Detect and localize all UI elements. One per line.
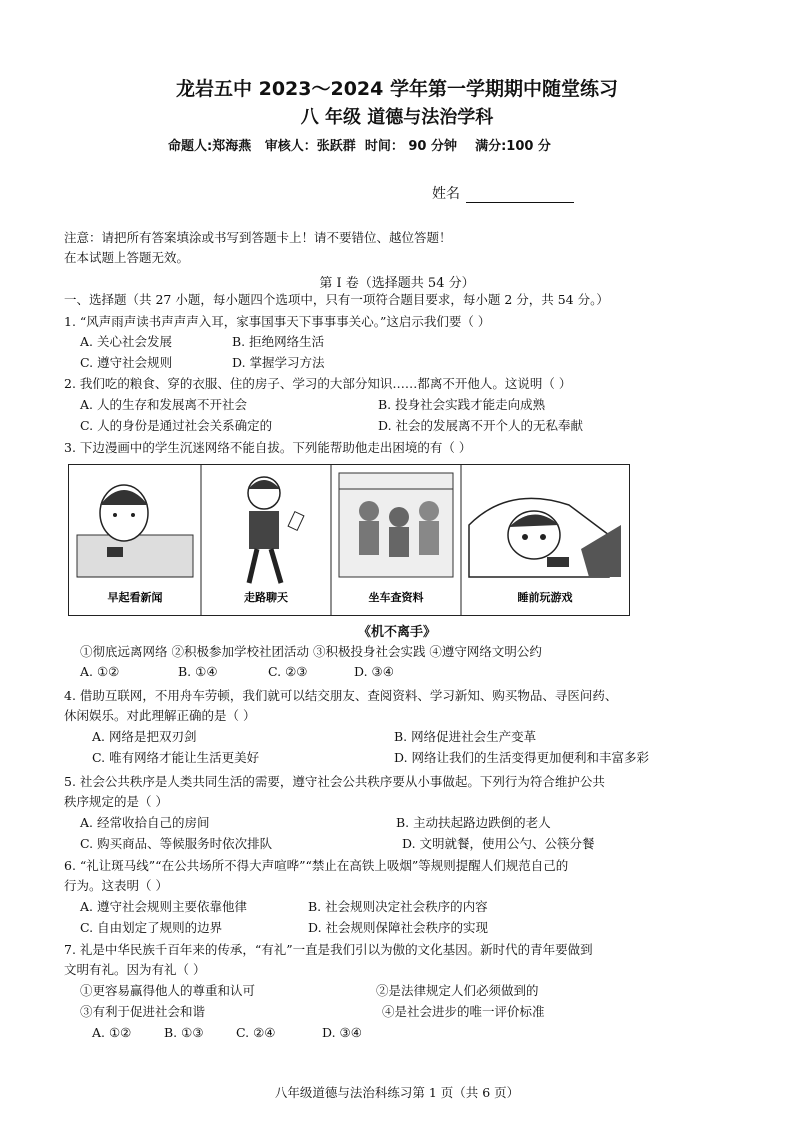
q3-option-c: C. ②③ bbox=[268, 664, 308, 679]
comic-drawing bbox=[69, 465, 629, 615]
q4-option-c: C. 唯有网络才能让生活更美好 bbox=[92, 750, 260, 765]
q6-stem-2: 行为。这表明（ ） bbox=[64, 878, 168, 893]
q1-option-d: D. 掌握学习方法 bbox=[232, 355, 325, 370]
panel-3-label: 坐车查资料 bbox=[368, 591, 424, 604]
q7-option-b: B. ①③ bbox=[164, 1025, 204, 1040]
notice-line-2: 在本试题上答题无效。 bbox=[64, 250, 190, 265]
panel-1-illustration bbox=[77, 485, 193, 577]
panel-3-illustration bbox=[339, 473, 453, 577]
q6-option-a: A. 遵守社会规则主要依靠他律 bbox=[80, 899, 247, 914]
q7-option-c: C. ②④ bbox=[236, 1025, 276, 1040]
q6-stem-1: 6. “礼让斑马线”“在公共场所不得大声喧哗”“禁止在高铁上吸烟”等规则提醒人们规范自己的 bbox=[64, 858, 569, 873]
notice-line-1: 注意：请把所有答案填涂或书写到答题卡上！请不要错位、越位答题！ bbox=[64, 230, 452, 245]
exam-title: 龙岩五中 2023～2024 学年第一学期期中随堂练习 bbox=[176, 78, 618, 100]
q3-stem: 3. 下边漫画中的学生沉迷网络不能自拔。下列能帮助他走出困境的有（ ） bbox=[64, 440, 472, 455]
q4-option-a: A. 网络是把双刃剑 bbox=[92, 729, 197, 744]
q4-option-d: D. 网络让我们的生活变得更加便利和丰富多彩 bbox=[394, 750, 650, 765]
name-blank bbox=[466, 188, 574, 203]
q7-statement-3: ③有利于促进社会和谐 bbox=[80, 1004, 206, 1019]
exam-subtitle: 八 年级 道德与法治学科 bbox=[300, 107, 494, 128]
q3-option-b: B. ①④ bbox=[178, 664, 218, 679]
comic-caption: 《机不离手》 bbox=[357, 625, 436, 640]
q6-option-d: D. 社会规则保障社会秩序的实现 bbox=[308, 920, 489, 935]
q5-option-c: C. 购买商品、等候服务时依次排队 bbox=[80, 836, 273, 851]
panel-1-label: 早起看新闻 bbox=[107, 591, 163, 604]
name-field bbox=[432, 183, 574, 203]
q5-stem-1: 5. 社会公共秩序是人类共同生活的需要，遵守社会公共秩序要从小事做起。下列行为符合维护公共 bbox=[64, 774, 605, 789]
panel-4-illustration bbox=[469, 498, 621, 577]
q5-stem-2: 秩序规定的是（ ） bbox=[64, 794, 168, 809]
q7-statement-1: ①更容易赢得他人的尊重和认可 bbox=[80, 983, 256, 998]
exam-meta: 命题人:郑海燕 审核人：张跃群 时间： 90 分钟 满分:100 分 bbox=[168, 139, 551, 154]
q3-option-a: A. ①② bbox=[80, 664, 120, 679]
q1-option-b: B. 拒绝网络生活 bbox=[232, 334, 325, 349]
q4-option-b: B. 网络促进社会生产变革 bbox=[394, 729, 537, 744]
q2-option-d: D. 社会的发展离不开个人的无私奉献 bbox=[378, 418, 584, 433]
panel-4-label: 睡前玩游戏 bbox=[517, 591, 573, 604]
q1-stem: 1. “风声雨声读书声声声入耳，家事国事天下事事事关心。”这启示我们要（ ） bbox=[64, 314, 491, 329]
q1-option-a: A. 关心社会发展 bbox=[80, 334, 172, 349]
panel-2-label: 走路聊天 bbox=[244, 591, 288, 604]
q5-option-d: D. 文明就餐，使用公勺、公筷分餐 bbox=[402, 836, 595, 851]
q3-statements: ①彻底远离网络 ②积极参加学校社团活动 ③积极投身社会实践 ④遵守网络文明公约 bbox=[80, 644, 542, 659]
q5-option-b: B. 主动扶起路边跌倒的老人 bbox=[396, 815, 551, 830]
q2-option-b: B. 投身社会实践才能走向成熟 bbox=[378, 397, 546, 412]
q7-stem-1: 7. 礼是中华民族千百年来的传承，“有礼”一直是我们引以为傲的文化基因。新时代的青年要做到 bbox=[64, 942, 593, 957]
page-footer: 八年级道德与法治科练习第 1 页（共 6 页） bbox=[274, 1085, 520, 1100]
q7-statement-2: ②是法律规定人们必须做到的 bbox=[376, 983, 539, 998]
q7-stem-2: 文明有礼。因为有礼（ ） bbox=[64, 962, 206, 977]
comic-strip bbox=[68, 464, 630, 616]
q6-option-c: C. 自由划定了规则的边界 bbox=[80, 920, 223, 935]
panel-2-illustration bbox=[248, 477, 304, 583]
instructions: 一、选择题（共 27 小题，每小题四个选项中，只有一项符合题目要求，每小题 2 分，共 54 分。） bbox=[64, 292, 609, 307]
q2-stem: 2. 我们吃的粮食、穿的衣服、住的房子、学习的大部分知识……都离不开他人。这说明（ ） bbox=[64, 376, 572, 391]
q3-option-d: D. ③④ bbox=[354, 664, 394, 679]
q4-stem-2: 休闲娱乐。对此理解正确的是（ ） bbox=[64, 708, 256, 723]
q4-stem-1: 4. 借助互联网，不用舟车劳顿，我们就可以结交朋友、查阅资料、学习新知、购买物品、寻医问药、 bbox=[64, 688, 618, 703]
q7-option-d: D. ③④ bbox=[322, 1025, 362, 1040]
q5-option-a: A. 经常收拾自己的房间 bbox=[80, 815, 210, 830]
q7-statement-4: ④是社会进步的唯一评价标准 bbox=[382, 1004, 545, 1019]
q6-option-b: B. 社会规则决定社会秩序的内容 bbox=[308, 899, 488, 914]
name-label: 姓名 bbox=[432, 186, 460, 202]
q7-option-a: A. ①② bbox=[92, 1025, 132, 1040]
q2-option-c: C. 人的身份是通过社会关系确定的 bbox=[80, 418, 273, 433]
section-title: 第 I 卷（选择题共 54 分） bbox=[319, 276, 475, 291]
q2-option-a: A. 人的生存和发展离不开社会 bbox=[80, 397, 247, 412]
q1-option-c: C. 遵守社会规则 bbox=[80, 355, 173, 370]
